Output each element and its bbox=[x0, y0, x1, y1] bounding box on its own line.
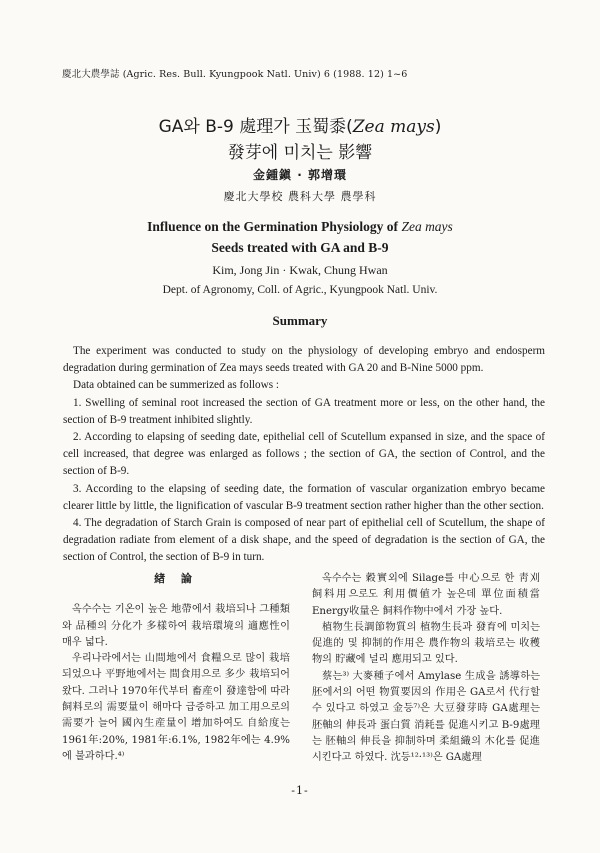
korean-title-species: Zea mays bbox=[352, 117, 435, 137]
english-title-line-2: Seeds treated with GA and B-9 bbox=[211, 240, 389, 255]
korean-affiliation: 慶北大學校 農科大學 農學科 bbox=[223, 190, 377, 203]
summary-paragraph: The experiment was conducted to study on the physiology of developing embryo and endosperm degradation during germination of Zea mays seeds treated with GA 20 and B-Nine 5000 ppm. bbox=[63, 345, 545, 375]
body-paragraph: 植物生長調節物質의 植物生長과 發育에 미치는 促進的 및 抑制的作用은 農作物의 栽培로는 收穫物의 貯藏에 널리 應用되고 있다. bbox=[312, 621, 540, 666]
body-paragraph: 우리나라에서는 山間地에서 食糧으로 많이 栽培되었으나 平野地에서는 間食用으로 多少 栽培되어 왔다. 그러나 1970年代부터 畜産이 發達함에 따라 飼料로의 需要量이 해마다 급증하고 加工用으로의 需要가 늘어 國內生産量이 增加하여도 自給度는 1961年:20%, 1981年:6.1%, 1982年에는 4.9%에 불과하다.⁴⁾ bbox=[62, 653, 290, 762]
body-column-right bbox=[312, 571, 540, 767]
english-title-line-1 bbox=[0, 219, 600, 235]
page-number: -1- bbox=[291, 784, 309, 797]
body-paragraph: 옥수수는 기온이 높은 地帶에서 栽培되나 그種類와 品種의 分化가 多樣하여 栽培環境의 適應性이 매우 넓다. bbox=[62, 604, 290, 648]
body-column-left bbox=[62, 571, 290, 765]
korean-title-prefix: GA와 B-9 處理가 玉蜀黍( bbox=[158, 117, 353, 137]
section-heading-introduction: 緖 論 bbox=[154, 572, 198, 585]
korean-title-line-1 bbox=[0, 112, 600, 137]
english-title-species: Zea mays bbox=[401, 219, 453, 234]
summary-paragraph: 2. According to elapsing of seeding date, epithelial cell of Scutellum expansed in size, and the space of cell increased, that degree was enlarged as follows ; the section of GA, the section of Control, and the section of B-9. bbox=[63, 431, 545, 478]
body-paragraph: 옥수수는 穀實외에 Silage를 中心으로 한 靑刈飼料用으로도 利用價値가 높은데 單位面積當 Energy收量은 飼料作物中에서 가장 높다. bbox=[312, 573, 540, 617]
english-title-prefix: Influence on the Germination Physiology of bbox=[147, 219, 402, 234]
body-paragraph: 蔡는³⁾ 大麥種子에서 Amylase 生成을 誘導하는 胚에서의 어떤 物質要因의 作用은 GA로서 代行할수 있다고 하였고 金등⁷⁾은 大豆發芽時 GA處理는 胚軸의 伸長과 蛋白質 消耗를 促進시키고 B-9處理는 胚軸의 伸長을 抑制하며 柔組織의 木化를 促進시킨다고 하였다. 沈등¹²·¹³⁾은 GA處理 bbox=[312, 670, 540, 764]
summary-paragraph: 3. According to the elapsing of seeding date, the formation of vascular organization embryo became clearer little by little, the lignification of vascular B-9 treatment section rather higher than the other section. bbox=[63, 482, 545, 512]
korean-authors: 金鍾鎭 · 郭增環 bbox=[253, 168, 347, 182]
summary-abstract bbox=[63, 343, 545, 567]
journal-citation: 慶北大農學誌 (Agric. Res. Bull. Kyungpook Natl. Univ) 6 (1988. 12) 1~6 bbox=[62, 69, 408, 80]
korean-title-line-2: 發芽에 미치는 影響 bbox=[227, 143, 373, 163]
summary-heading: Summary bbox=[272, 313, 328, 328]
summary-paragraph: 4. The degradation of Starch Grain is composed of near part of epithelial cell of Scutellum, the shape of degradation radiate from element of a disk shape, and the speed of degradation is the section of GA, the section of Control, the section of B-9 in turn. bbox=[63, 517, 545, 564]
english-affiliation: Dept. of Agronomy, Coll. of Agric., Kyungpook Natl. Univ. bbox=[162, 284, 438, 296]
korean-title-suffix: ) bbox=[434, 117, 442, 137]
summary-paragraph: 1. Swelling of seminal root increased the section of GA treatment more or less, on the other hand, the section of B-9 treatment inhibited slightly. bbox=[63, 396, 545, 426]
english-authors: Kim, Jong Jin · Kwak, Chung Hwan bbox=[212, 263, 388, 277]
summary-paragraph: Data obtained can be summerized as follows : bbox=[73, 379, 279, 392]
